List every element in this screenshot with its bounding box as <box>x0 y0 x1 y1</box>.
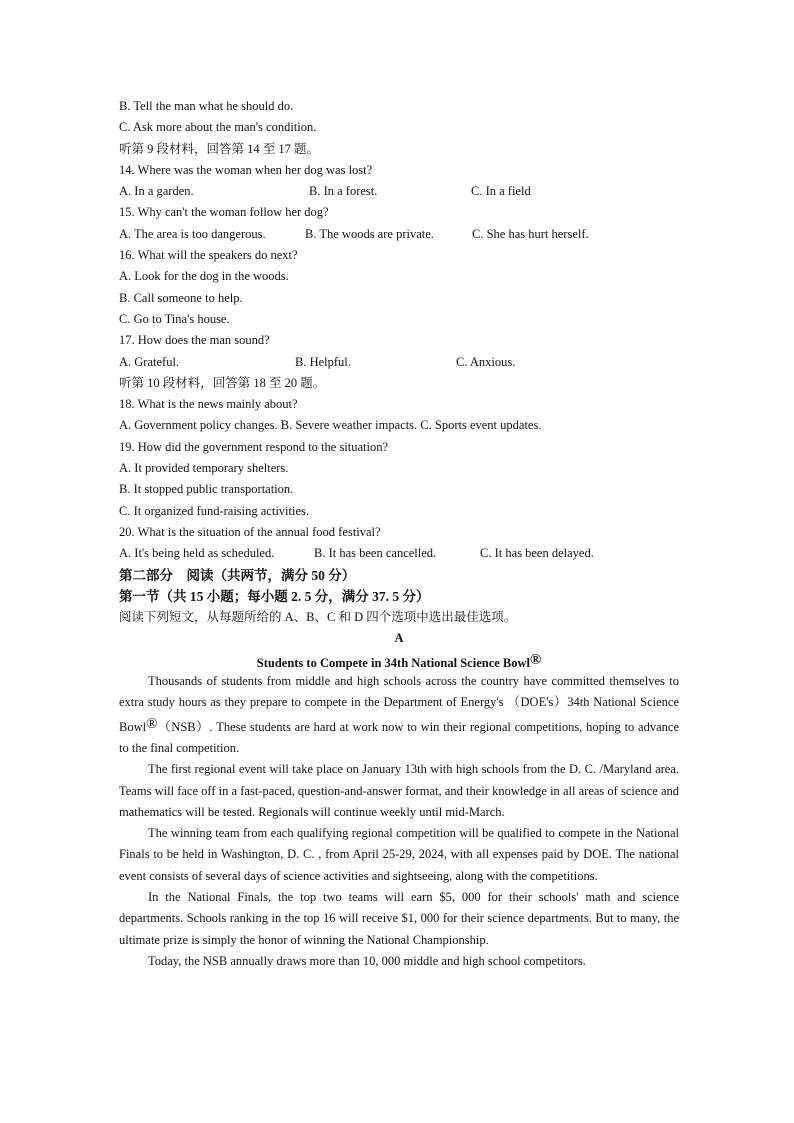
question-14-options <box>119 181 679 202</box>
question-19: 19. How did the government respond to the situation? <box>119 439 389 454</box>
q15-option-c: C. She has hurt herself. <box>472 226 589 241</box>
q17-option-c: C. Anxious. <box>456 354 516 369</box>
q14-option-c: C. In a field <box>471 184 531 199</box>
q17-option-b: B. Helpful. <box>295 354 351 369</box>
registered-mark: ® <box>530 651 542 668</box>
paragraph-1-part-a: Thousands of students from middle and high schools across the country have committed themselves to extra study hours as they prepare to compete in the Department of Energy's （DOE's）34th National Science Bowl <box>119 674 679 734</box>
q15-option-a: A. The area is too dangerous. <box>119 226 266 241</box>
q19-option-c: C. It organized fund-raising activities. <box>119 503 309 518</box>
instructions: 阅读下列短文，从每题所给的 A、B、C 和 D 四个选项中选出最佳选项。 <box>119 610 517 625</box>
option-b-line: B. Tell the man what he should do. <box>119 99 294 113</box>
question-17: 17. How does the man sound? <box>119 333 270 348</box>
option-c-line: C. Ask more about the man's condition. <box>119 120 317 135</box>
q19-option-b: B. It stopped public transportation. <box>119 482 294 497</box>
q14-option-a: A. In a garden. <box>119 184 194 199</box>
q20-option-a: A. It's being held as scheduled. <box>119 546 275 561</box>
q20-option-c: C. It has been delayed. <box>480 546 594 561</box>
q14-option-b: B. In a forest. <box>309 184 378 199</box>
passage-title <box>119 650 679 671</box>
paragraph-1 <box>119 671 679 759</box>
question-15: 15. Why can't the woman follow her dog? <box>119 205 329 220</box>
paragraph-5: Today, the NSB annually draws more than 10, 000 middle and high school competitors. <box>148 953 586 968</box>
passage-title-text: Students to Compete in 34th National Science Bowl <box>256 655 531 670</box>
paragraph-2: The first regional event will take place on January 13th with high schools from the D. C. /Maryland area. Teams will face off in a fast-paced, question-and-answer format, and their knowledge in all areas of science and mathematics will be tested. Regionals will continue weekly until mid-March. <box>119 762 679 819</box>
passage-body <box>119 671 679 972</box>
question-18: 18. What is the news mainly about? <box>119 397 298 412</box>
section10-header: 听第 10 段材料，回答第 18 至 20 题。 <box>119 375 326 390</box>
question-15-options <box>119 224 679 245</box>
document-page <box>119 96 679 972</box>
q19-option-a: A. It provided temporary shelters. <box>119 461 289 476</box>
question-17-options <box>119 352 679 373</box>
q16-option-b: B. Call someone to help. <box>119 290 243 305</box>
section1-header: 第一节（共 15 小题；每小题 2. 5 分，满分 37. 5 分） <box>119 588 430 604</box>
q15-option-b: B. The woods are private. <box>305 226 434 241</box>
passage-letter: A <box>394 631 404 646</box>
paragraph-4: In the National Finals, the top two teams will earn $5, 000 for their schools' math and science departments. Schools ranking in the top 16 will receive $1, 000 for their science departments. But to many, the ultimate prize is simply the honor of winning the National Championship. <box>119 889 679 947</box>
question-20: 20. What is the situation of the annual food festival? <box>119 524 381 539</box>
question-18-options: A. Government policy changes. B. Severe weather impacts. C. Sports event updates. <box>119 418 542 433</box>
question-20-options <box>119 543 679 564</box>
q20-option-b: B. It has been cancelled. <box>314 546 437 561</box>
section9-header: 听第 9 段材料，回答第 14 至 17 题。 <box>119 141 320 156</box>
part2-header: 第二部分 阅读（共两节，满分 50 分） <box>119 567 356 583</box>
registered-mark-inline: ® <box>146 715 158 732</box>
q17-option-a: A. Grateful. <box>119 354 180 369</box>
question-16: 16. What will the speakers do next? <box>119 248 298 263</box>
q16-option-a: A. Look for the dog in the woods. <box>119 269 289 284</box>
question-14: 14. Where was the woman when her dog was lost? <box>119 162 373 177</box>
q16-option-c: C. Go to Tina's house. <box>119 311 230 326</box>
paragraph-1-part-b: （NSB）. These students are hard at work now to win their regional competitions, hoping to advance to the final competition. <box>119 719 679 755</box>
paragraph-3: The winning team from each qualifying regional competition will be qualified to compete in the National Finals to be held in Washington, D. C. , from April 25-29, 2024, with all expenses paid by DOE. The national event consists of several days of science activities and sightseeing, along with the competitions. <box>119 826 679 883</box>
